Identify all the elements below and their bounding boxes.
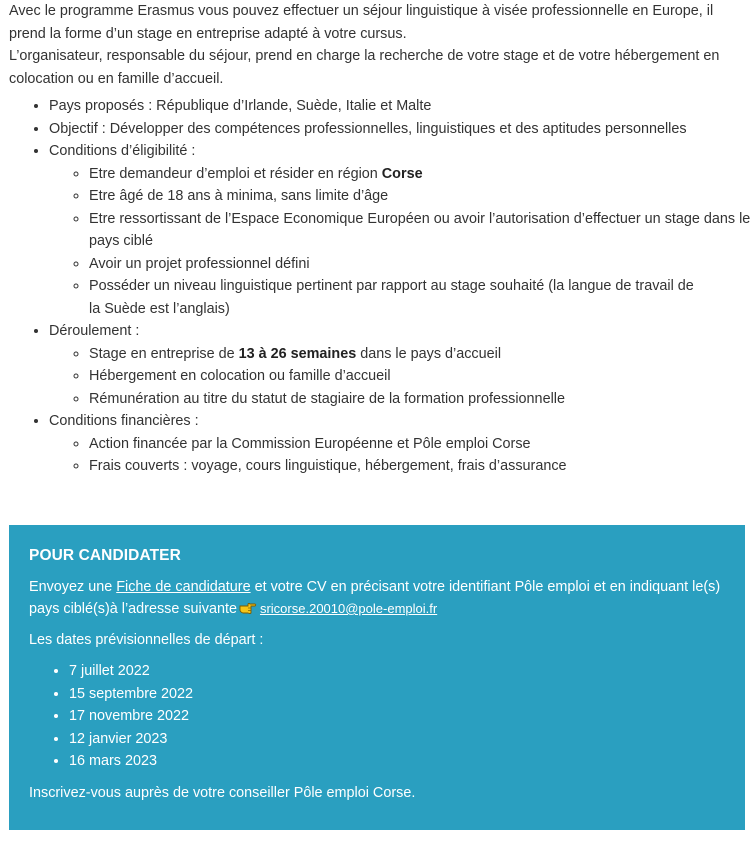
program-details-list <box>9 95 754 478</box>
dates-title: Les dates prévisionnelles de départ : <box>29 631 264 648</box>
apply-final-note: Inscrivez-vous auprès de votre conseiller Pôle emploi Corse. <box>29 784 416 801</box>
financieres-item: ◦ Frais couverts : voyage, cours linguistique, hébergement, frais d’assurance <box>89 455 754 478</box>
condition-item: ◦ Posséder un niveau linguistique pertinent par rapport au stage souhaité (la langue de travail de la Suède est l’anglais) <box>89 275 754 320</box>
conditions-title: Conditions d’éligibilité : <box>49 143 196 159</box>
deroulement-title: Déroulement : <box>49 323 140 339</box>
date-item: • 17 novembre 2022 <box>69 705 725 728</box>
apply-text-end: et votre CV en précisant votre identifiant Pôle emploi et en indiquant le(s) pays ciblé(s)à l’adresse suivante <box>29 578 721 617</box>
condition-text: Etre demandeur d’emploi et résider en région <box>89 165 382 182</box>
intro <box>9 0 749 90</box>
financieres-item: ◦ Action financée par la Commission Européenne et Pôle emploi Corse <box>89 433 754 456</box>
list-item-objectif: • Objectif : Développer des compétences professionnelles, linguistiques et des aptitudes personnelles <box>49 118 754 141</box>
deroulement-text: Stage en entreprise de <box>89 345 239 362</box>
date-item: • 15 septembre 2022 <box>69 683 725 706</box>
deroulement-item <box>89 343 754 366</box>
condition-item: ◦ Etre ressortissant de l’Espace Economique Européen ou avoir l’autorisation d’effectuer un stage dans le pays ciblé <box>89 208 754 253</box>
intro-paragraph-2: L’organisateur, responsable du séjour, prend en charge la recherche de votre stage et de votre hébergement en colocation ou en famille d’accueil. <box>9 48 720 87</box>
departure-dates-list <box>29 660 725 773</box>
apply-text-start: Envoyez une <box>29 578 117 595</box>
region-name: Corse <box>381 165 423 182</box>
intro-paragraph-1: Avec le programme Erasmus vous pouvez effectuer un séjour linguistique à visée professionnelle en Europe, il prend la forme d’un stage en entreprise adapté à votre cursus. <box>9 3 714 42</box>
financieres-title: Conditions financières : <box>49 413 199 429</box>
condition-item: ◦ Etre âgé de 18 ans à minima, sans limite d’âge <box>89 185 754 208</box>
deroulement-item: ◦ Rémunération au titre du statut de stagiaire de la formation professionnelle <box>89 388 754 411</box>
apply-panel <box>9 525 745 830</box>
list-item-financieres <box>49 410 754 478</box>
deroulement-sublist <box>49 343 754 411</box>
list-item-conditions <box>49 140 754 320</box>
pointing-hand-icon <box>239 600 257 614</box>
financieres-sublist <box>49 433 754 478</box>
list-item-deroulement <box>49 320 754 410</box>
application-form-link[interactable]: Fiche de candidature <box>116 578 251 595</box>
conditions-sublist <box>49 163 754 321</box>
duration: 13 à 26 semaines <box>238 345 357 362</box>
date-item: • 12 janvier 2023 <box>69 728 725 751</box>
list-item-pays: • Pays proposés : République d’Irlande, Suède, Italie et Malte <box>49 95 754 118</box>
condition-item <box>89 163 754 186</box>
apply-instructions <box>29 576 725 621</box>
deroulement-item: ◦ Hébergement en colocation ou famille d’accueil <box>89 365 754 388</box>
date-item: • 16 mars 2023 <box>69 750 725 773</box>
deroulement-text-end: dans le pays d’accueil <box>356 345 502 362</box>
date-item: • 7 juillet 2022 <box>69 660 725 683</box>
email-link[interactable]: sricorse.20010@pole-emploi.fr <box>259 601 438 616</box>
apply-title: POUR CANDIDATER <box>29 547 181 564</box>
condition-item: ◦ Avoir un projet professionnel défini <box>89 253 754 276</box>
